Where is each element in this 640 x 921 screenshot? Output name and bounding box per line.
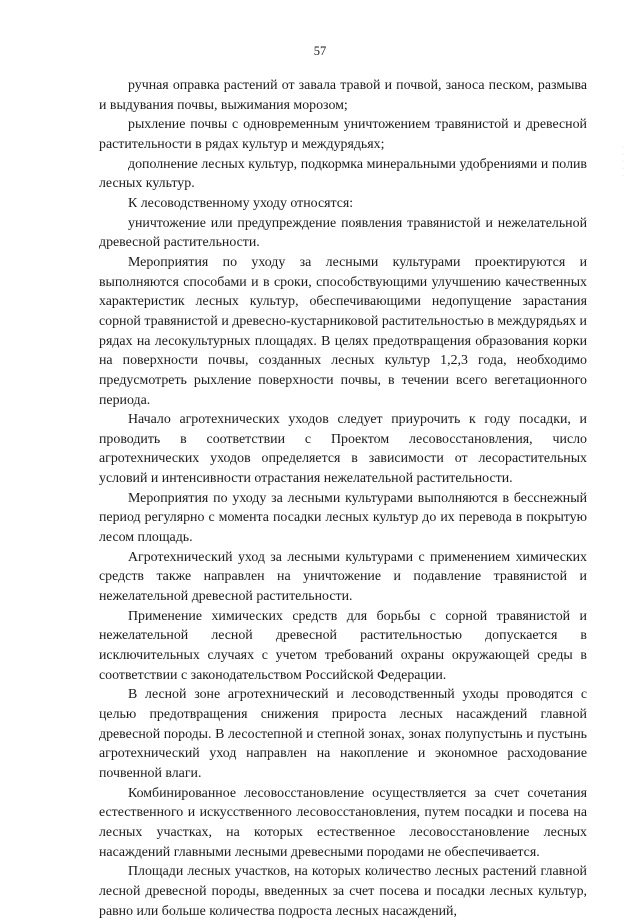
paragraph: Мероприятия по уходу за лесными культурами выполняются в бесснежный период регулярно с момента посадки лесных культур до их перевода в покрытую лесом площадь. <box>99 490 587 546</box>
paragraph: К лесоводственному уходу относятся: <box>128 195 354 211</box>
paragraph: В лесной зоне агротехнический и лесоводственный уходы проводятся с целью предотвращения снижения прироста лесных насаждений главной древесной породы. В лесостепной и степной зонах, зонах полупустынь и пустынь агротехнический уход направлен на накопление и экономное расходование почвенной влаги. <box>99 687 587 781</box>
page-number: 57 <box>313 44 327 58</box>
document-body <box>99 76 587 921</box>
paragraph: Начало агротехнических уходов следует приурочить к году посадки, и проводить в соответствии с Проектом лесовосстановления, число агротехнических уходов определяется в зависимости от лесорастительных условий и интенсивности отрастания нежелательной растительности. <box>99 412 587 487</box>
paragraph: Мероприятия по уходу за лесными культурами проектируются и выполняются способами и в сроки, способствующими улучшению качественных характеристик лесных культур, обеспечивающими недопущение зарастания сорной травянистой и древесно-кустарниковой растительностью в междурядьях и рядах на лесокультурных площадях. В целях предотвращения образования корки на поверхности почвы, созданных лесных культур 1,2,3 года, необходимо предусмотреть рыхление поверхности почвы, в течении всего вегетационного периода. <box>99 254 587 408</box>
paragraph: Комбинированное лесовосстановление осуществляется за счет сочетания естественного и искусственного лесовосстановления, путем посадки и посева на лесных участках, на которых естественное лесовосстановление лесных насаждений главными лесными древесными породами не обеспечивается. <box>99 785 587 860</box>
paragraph: уничтожение или предупреждение появления травянистой и нежелательной древесной растительности. <box>99 215 587 251</box>
scan-margin-mark: · · · · · <box>622 145 624 179</box>
paragraph: ручная оправка растений от завала травой и почвой, заноса песком, размыва и выдувания почвы, выжимания морозом; <box>99 78 587 113</box>
paragraph: рыхление почвы с одновременным уничтожением травянистой и древесной растительности в рядах культур и междурядьях; <box>99 117 587 152</box>
paragraph: Агротехнический уход за лесными культурами с применением химических средств также направлен на уничтожение и подавление травянистой и нежелательной древесной растительности. <box>99 549 587 605</box>
paragraph: дополнение лесных культур, подкормка минеральными удобрениями и полив лесных культур. <box>99 156 587 192</box>
paragraph: Применение химических средств для борьбы с сорной травянистой и нежелательной лесной древесной растительностью допускается в исключительных случаях с учетом требований охраны окружающей среды в соответствии с законодательством Российской Федерации. <box>99 608 587 683</box>
paragraph: Площади лесных участков, на которых количество лесных растений главной лесной древесной породы, введенных за счет посева и посадки лесных культур, равно или больше количества подроста лесных насаждений, <box>99 864 587 919</box>
